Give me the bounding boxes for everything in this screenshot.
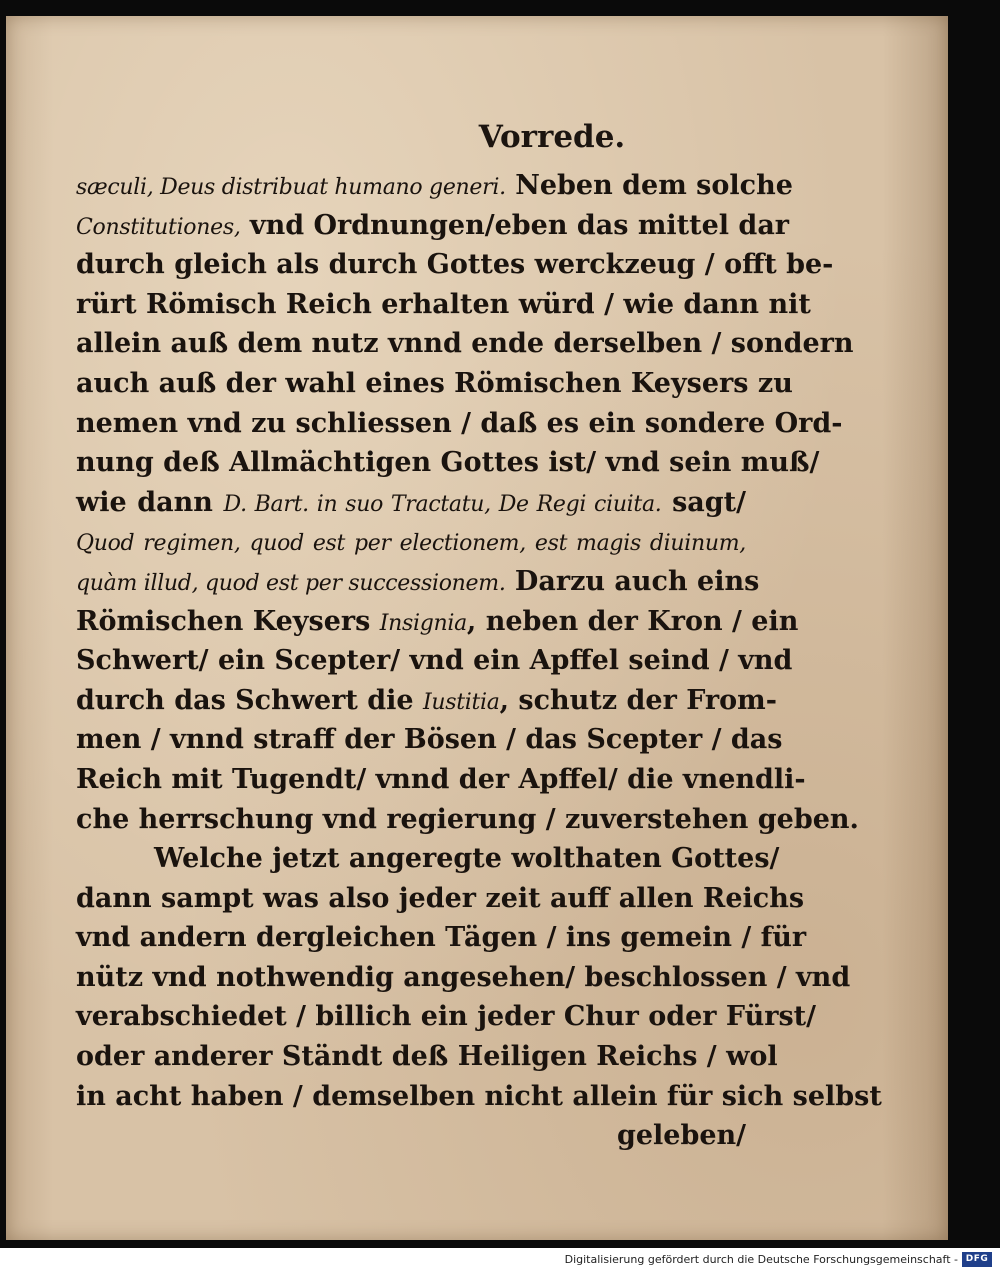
text-run: men / vnnd straff der Bösen / das Scepter / das <box>76 724 783 756</box>
text-line <box>76 166 793 206</box>
text-run: nung deß Allmächtigen Gottes ist/ vnd sein muß/ <box>76 447 820 479</box>
text-line <box>76 206 790 246</box>
text-line <box>76 641 793 681</box>
text-line <box>76 404 843 444</box>
text-run: Römischen Keysers <box>76 605 380 637</box>
text-run: sagt/ <box>661 486 746 518</box>
text-run: Neben dem solche <box>505 170 793 201</box>
text-line <box>76 562 760 602</box>
text-run: verabschiedet / billich ein jeder Chur oder Fürst/ <box>76 1001 816 1033</box>
page-heading: Vorrede. <box>478 119 626 155</box>
text-line <box>76 879 805 919</box>
text-line <box>76 245 834 285</box>
text-line <box>76 839 780 879</box>
text-line <box>76 483 746 523</box>
text-line <box>76 364 793 404</box>
text-run: in acht haben / demselben nicht allein für sich selbst <box>76 1080 882 1112</box>
text-line <box>76 760 806 800</box>
text-line <box>76 602 799 642</box>
text-run: vnd Ordnungen/eben das mittel dar <box>240 209 790 241</box>
text-run: che herrschung vnd regierung / zuverstehen geben. <box>76 803 859 835</box>
text-line <box>76 522 746 562</box>
footer-credit: Digitalisierung gefördert durch die Deutsche Forschungsgemeinschaft - <box>564 1253 958 1266</box>
text-run: rürt Römisch Reich erhalten würd / wie dann nit <box>76 288 811 320</box>
text-line <box>76 918 807 958</box>
latin-text: Iustitia <box>422 689 500 715</box>
text-run: durch gleich als durch Gottes werckzeug / offt be- <box>76 249 834 281</box>
text-run: dann sampt was also jeder zeit auff allen Reichs <box>76 882 805 914</box>
text-run: wie dann <box>76 486 224 518</box>
text-run: Reich mit Tugendt/ vnnd der Apffel/ die vnendli- <box>76 763 806 795</box>
latin-text: sæculi, Deus distribuat humano generi. <box>76 175 506 200</box>
body-text <box>76 166 882 1156</box>
text-line <box>76 443 820 483</box>
footer-bar <box>0 1248 1000 1273</box>
text-run: Schwert/ ein Scepter/ vnd ein Apffel seind / vnd <box>76 645 793 677</box>
latin-text: Quod regimen, quod est per electionem, est magis diuinum, <box>76 531 746 557</box>
text-run: Welche jetzt angeregte wolthaten Gottes/ <box>154 843 780 875</box>
text-line <box>76 285 811 325</box>
text-run: auch auß der wahl eines Römischen Keysers zu <box>76 367 793 399</box>
text-run: vnd andern dergleichen Tägen / ins gemein / für <box>76 922 807 954</box>
latin-text: quàm illud, quod est per successionem. <box>76 570 506 596</box>
text-run: nütz vnd nothwendig angesehen/ beschlossen / vnd <box>76 961 851 993</box>
text-run: geleben/ <box>616 1120 746 1152</box>
text-line <box>76 324 854 364</box>
text-run: nemen vnd zu schliessen / daß es ein sondere Ord- <box>76 407 843 439</box>
text-line <box>76 681 777 721</box>
latin-text: D. Bart. in suo Tractatu, De Regi ciuita. <box>223 491 662 517</box>
text-line <box>76 800 859 840</box>
text-line <box>76 720 783 760</box>
text-run: durch das Schwert die <box>76 684 423 716</box>
book-page <box>6 16 948 1240</box>
text-run: oder anderer Ständt deß Heiligen Reichs / wol <box>76 1041 778 1073</box>
text-line <box>76 958 851 998</box>
text-run: Darzu auch eins <box>505 565 760 597</box>
text-line <box>76 997 816 1037</box>
latin-text: Insignia <box>379 610 467 636</box>
text-line <box>76 1077 882 1117</box>
text-line <box>76 1116 746 1156</box>
latin-text: Constitutiones, <box>76 214 241 240</box>
text-run: , neben der Kron / ein <box>466 605 799 637</box>
text-run: , schutz der From- <box>499 684 777 716</box>
text-run: allein auß dem nutz vnnd ende derselben / sondern <box>76 328 854 360</box>
text-line <box>76 1037 778 1077</box>
dfg-logo: DFG <box>962 1252 992 1267</box>
